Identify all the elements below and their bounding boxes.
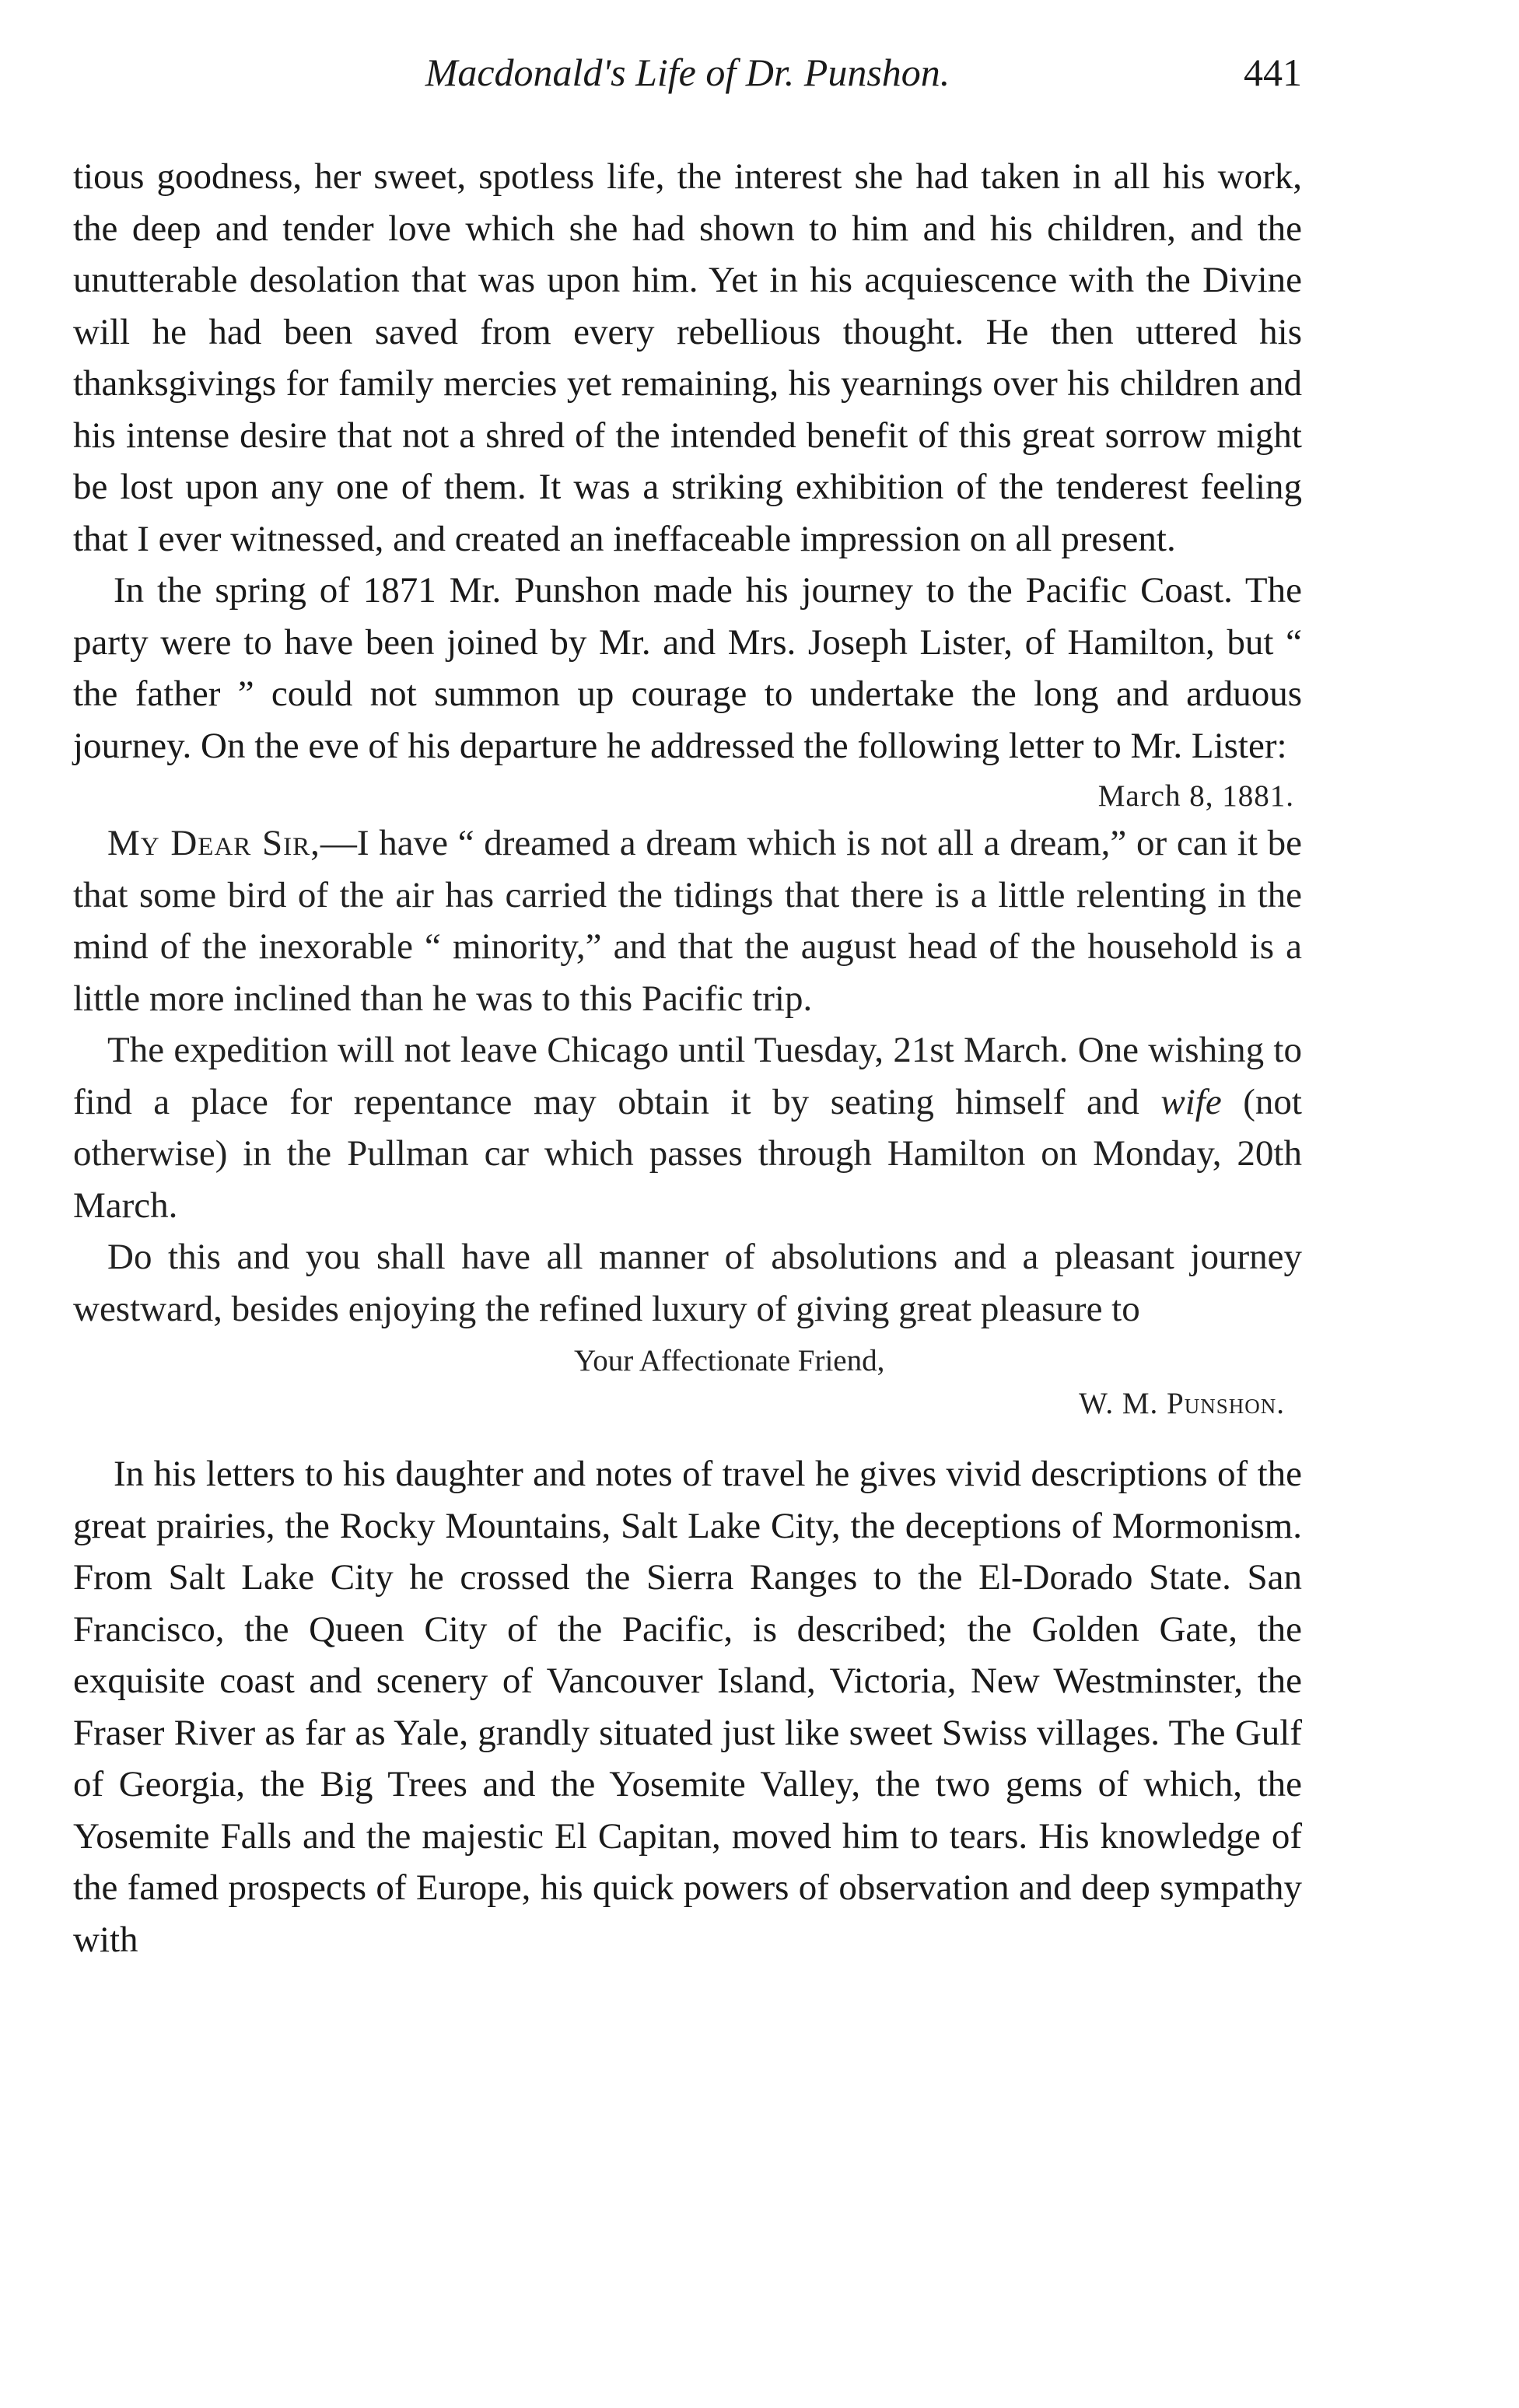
letter-paragraph-2-end: (not otherwise) in the Pullman car which passes through Hamilton on Monday, 20th March.: [73, 1081, 1302, 1226]
letter-paragraph-1: [73, 817, 1302, 1024]
letter-paragraph-3: Do this and you shall have all manner of absolutions and a pleasant journey westward, besides enjoying the refined luxury of giving great pleasure to: [73, 1237, 1302, 1329]
letter-paragraph-1-body: —I have “ dreamed a dream which is not all a dream,” or can it be that some bird of the air has carried the tidings that there is a little relenting in the mind of the inexorable “ minority,” and that the august head of the household is a little more inclined than he was to this Pacific trip.: [73, 823, 1302, 1019]
letter-closing: Your Affectionate Friend,: [574, 1344, 885, 1377]
page-number: 441: [1244, 51, 1302, 94]
running-head: [73, 45, 1302, 100]
letter-signature: W. M. Punshon.: [1079, 1387, 1285, 1420]
body-text: [73, 151, 1302, 1965]
letter-paragraph-2-italic: wife: [1160, 1081, 1222, 1122]
paragraph-pacific-journey: In the spring of 1871 Mr. Punshon made his journey to the Pacific Coast. The party were to have been joined by Mr. and Mrs. Joseph Lister, of Hamilton, but “ the father ” could not summon up courage to undertake the long and arduous journey. On the eve of his departure he addressed the following letter to Mr. Lister:: [73, 570, 1302, 766]
running-title: Macdonald's Life of Dr. Punshon.: [425, 51, 950, 94]
letter-salutation: My Dear Sir,: [107, 823, 320, 863]
paragraph-travel-descriptions: In his letters to his daughter and notes of travel he gives vivid descriptions of the great prairies, the Rocky Mountains, Salt Lake City, the deceptions of Mormonism. From Salt Lake City he crossed the Sierra Ranges to the El-Dorado State. San Francisco, the Queen City of the Pacific, is described; the Golden Gate, the exquisite coast and scenery of Vancouver Island, Victoria, New Westminster, the Fraser River as far as Yale, grandly situated just like sweet Swiss villages. The Gulf of Georgia, the Big Trees and the Yosemite Valley, the two gems of which, the Yosemite Falls and the majestic El Capitan, moved him to tears. His knowledge of the famed prospects of Europe, his quick powers of observation and deep sympathy with: [73, 1454, 1302, 1960]
letter-block: [73, 775, 1302, 1425]
letter-date: March 8, 1881.: [1097, 779, 1294, 813]
book-page: [73, 45, 1302, 1965]
letter-paragraph-2-start: The expedition will not leave Chicago until Tuesday, 21st March. One wishing to find a place for repentance may obtain it by seating himself and: [73, 1030, 1302, 1122]
letter-paragraph-2: [73, 1024, 1302, 1231]
paragraph-continued: tious goodness, her sweet, spotless life, the interest she had taken in all his work, the deep and tender love which she had shown to him and his children, and the unutterable desolation that was upon him. Yet in his acquiescence with the Divine will he had been saved from every rebellious thought. He then uttered his thanksgivings for family mercies yet remaining, his yearnings over his children and his intense desire that not a shred of the intended benefit of this great sorrow might be lost upon any one of them. It was a striking exhibition of the tenderest feeling that I ever witnessed, and created an ineffaceable impression on all present.: [73, 156, 1302, 559]
